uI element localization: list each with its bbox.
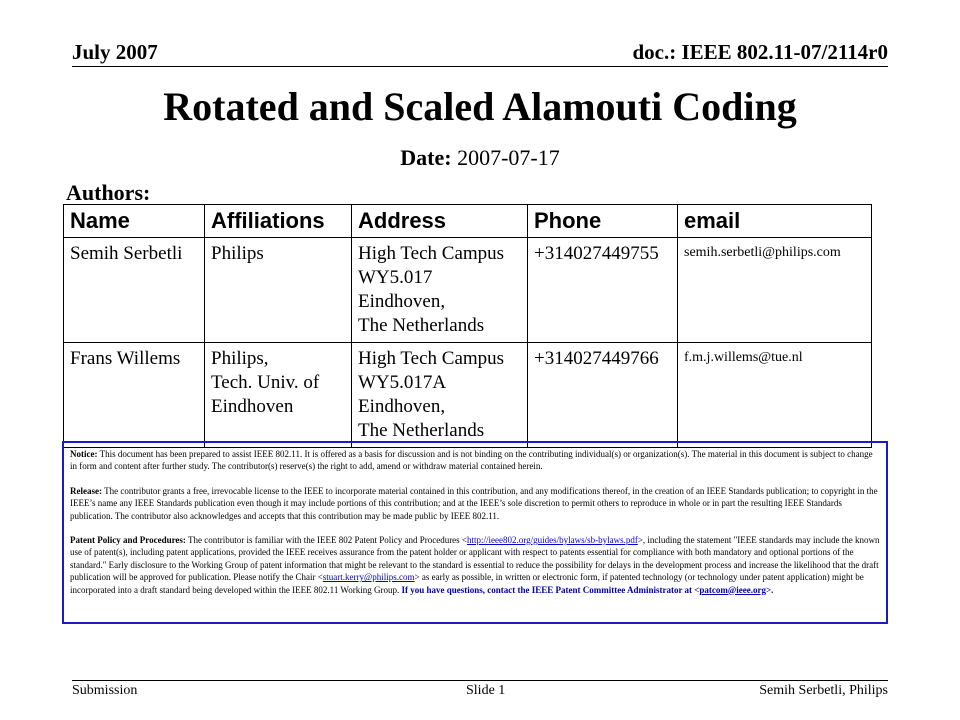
author-phone: +314027449755 [528,238,678,343]
patent-text: >, including the statement "IEEE standards may include the known use of patent(s), including patent applications, provided the IEEE receives assurance from the patent holder or applicant with respect to patents essential for compliance with both mandatory and optional portions of the standard." Early disclosure to the Working Group of patent information that might be relevant to the standard is essential to reduce the possibility for delays in the development process and increase the likelihood that the draft publication will be approved for publication. Please notify the Chair < [70,535,880,583]
header-address: Address [352,205,528,238]
patent-text: > as early as possible, in written or electronic form, if patented technology (or technology under patent application) might be incorporated into a draft standard being developed within the IEEE 802.11 Working Group. [70,572,864,595]
affiliation-line: Eindhoven [211,396,294,417]
release-paragraph [70,485,880,522]
footer-slide-number: Slide 1 [466,683,506,698]
authors-table [63,204,872,448]
patent-text: The contributor is familiar with the IEEE 802 Patent Policy and Procedures < [188,535,468,546]
patent-contact-text: If you have questions, contact the IEEE Patent Committee Administrator at < [401,584,700,595]
address-line: Eindhoven, [358,291,446,312]
address-line: WY5.017A [358,372,447,393]
header-name: Name [64,205,205,238]
address-line: Eindhoven, [358,396,446,417]
table-row [64,343,872,448]
date-line [0,145,960,171]
author-phone: +314027449766 [528,343,678,448]
author-affiliation [205,343,352,448]
table-row [64,238,872,343]
header-rule [72,66,888,67]
header-date: July 2007 [72,40,158,64]
footer-rule [72,680,888,681]
header-affiliations: Affiliations [205,205,352,238]
author-email: f.m.j.willems@tue.nl [678,343,872,448]
chair-email-link[interactable]: stuart.kerry@philips.com [322,572,415,583]
patent-paragraph [70,534,880,596]
address-line: WY5.017 [358,267,433,288]
patent-end-text: >. [766,584,774,595]
header-email: email [678,205,872,238]
slide-title: Rotated and Scaled Alamouti Coding [163,84,797,129]
table-header-row [64,205,872,238]
patcom-email-link[interactable]: patcom@ieee.org [699,584,767,595]
author-name: Frans Willems [64,343,205,448]
patent-policy-link[interactable]: http://ieee802.org/guides/bylaws/sb-bylaws.pdf [467,535,638,546]
footer-submission: Submission [72,683,138,698]
date-value: 2007-07-17 [457,145,560,170]
notice-label: Notice: [70,449,98,459]
notice-paragraph [70,448,880,473]
footer-author: Semih Serbetli, Philips [759,683,888,698]
ieee-notice-box [62,441,888,624]
author-address [352,238,528,343]
affiliation-line: Philips, [211,348,269,369]
author-name: Semih Serbetli [64,238,205,343]
author-address [352,343,528,448]
address-line: The Netherlands [358,420,485,441]
release-label: Release: [70,485,102,496]
date-label: Date: [400,145,452,170]
header-phone: Phone [528,205,678,238]
notice-text: This document has been prepared to assist IEEE 802.11. It is offered as a basis for discussion and is not binding on the contributing individual(s) or organization(s). The material in this document is subject to change in form and content after further study. The contributor(s) reserve(s) the right to add, amend or withdraw material contained herein. [70,449,873,472]
release-text: The contributor grants a free, irrevocable license to the IEEE to incorporate material contained in this contribution, and any modifications thereof, in the creation of an IEEE Standards publication; to copyright in the IEEE’s name any IEEE Standards publication even though it may include portions of this contribution; and at the IEEE’s sole discretion to permit others to reproduce in whole or in part the resulting IEEE Standards publication. The contributor also acknowledges and accepts that this contribution may be made public by IEEE 802.11. [70,485,878,521]
header-doc-id: doc.: IEEE 802.11-07/2114r0 [632,40,888,64]
affiliation-line: Tech. Univ. of [211,372,320,393]
patent-label: Patent Policy and Procedures: [70,535,186,546]
authors-label: Authors: [66,180,151,205]
address-line: High Tech Campus [358,243,505,264]
address-line: The Netherlands [358,315,485,336]
author-affiliation: Philips [205,238,352,343]
address-line: High Tech Campus [358,348,505,369]
author-email: semih.serbetli@philips.com [678,238,872,343]
